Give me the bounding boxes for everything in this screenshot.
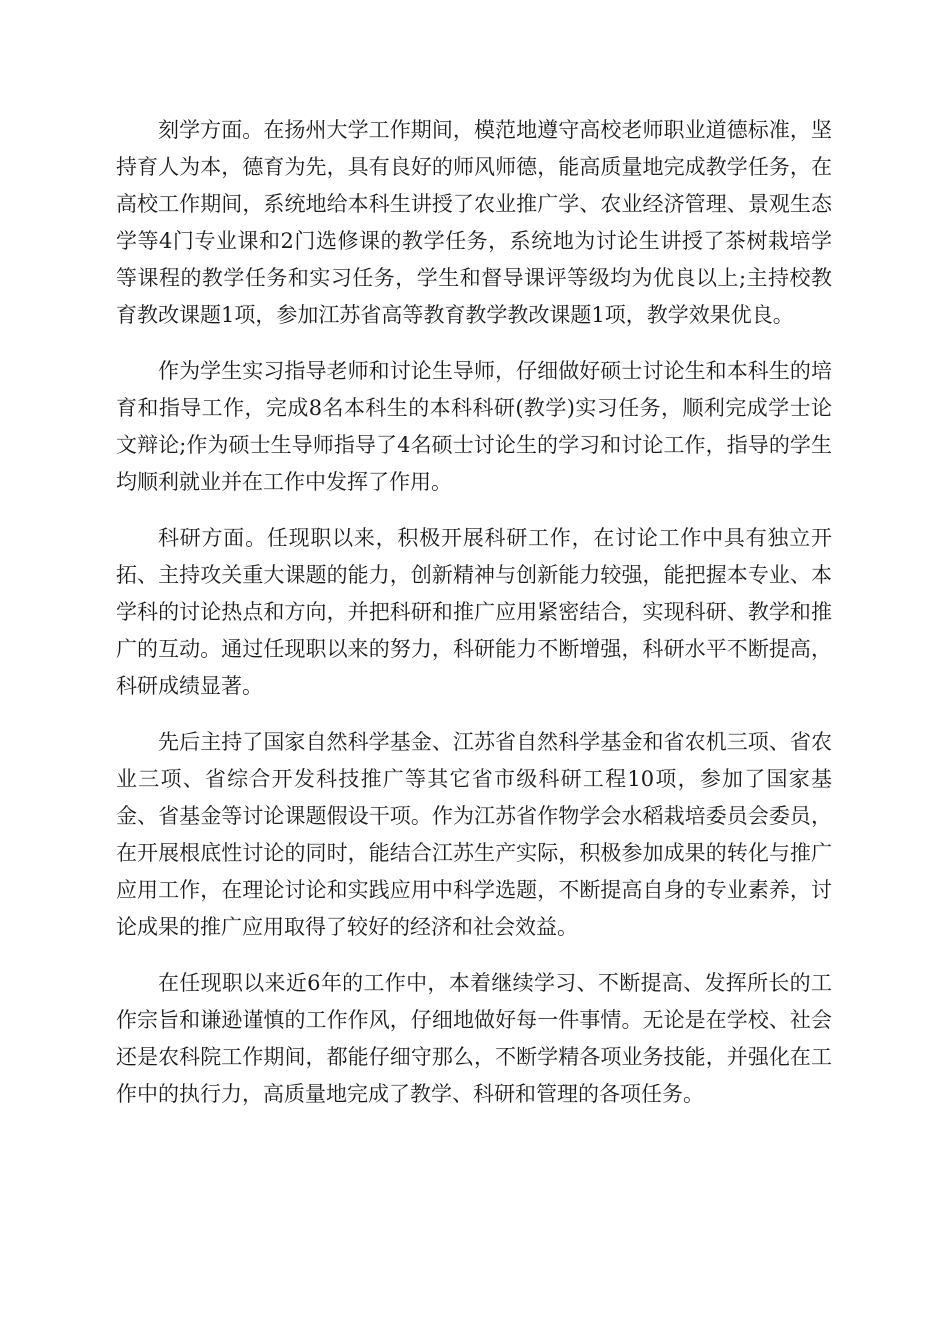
paragraph-supervision: 作为学生实习指导老师和讨论生导师，仔细做好硕士讨论生和本科生的培育和指导工作，完成8名本科生的本科科研(教学)实习任务，顺利完成学士论文辩论;作为硕士生导师指导了4名硕士讨论生的学习和讨论工作，指导的学生均顺利就业并在工作中发挥了作用。: [116, 359, 832, 494]
paragraph-projects: 先后主持了国家自然科学基金、江苏省自然科学基金和省农机三项、省农业三项、省综合开发科技推广等其它省市级科研工程10项，参加了国家基金、省基金等讨论课题假设干项。作为江苏省作物学会水稻栽培委员会委员，在开展根底性讨论的同时，能结合江苏生产实际，积极参加成果的转化与推广应用工作，在理论讨论和实践应用中科学选题，不断提高自身的专业素养，讨论成果的推广应用取得了较好的经济和社会效益。: [116, 730, 832, 939]
document-page: [116, 112, 832, 1132]
paragraph-summary: 在任现职以来近6年的工作中，本着继续学习、不断提高、发挥所长的工作宗旨和谦逊谨慎的工作作风，仔细地做好每一件事情。无论是在学校、社会还是农科院工作期间，都能仔细守那么，不断学精各项业务技能，并强化在工作中的执行力，高质量地完成了教学、科研和管理的各项任务。: [116, 971, 832, 1106]
paragraph-teaching: 刻学方面。在扬州大学工作期间，模范地遵守高校老师职业道德标准，坚持育人为本，德育为先，具有良好的师风师德，能高质量地完成教学任务，在高校工作期间，系统地给本科生讲授了农业推广学、农业经济管理、景观生态学等4门专业课和2门选修课的教学任务，系统地为讨论生讲授了茶树栽培学等课程的教学任务和实习任务，学生和督导课评等级均为优良以上;主持校教育教改课题1项，参加江苏省高等教育教学教改课题1项，教学效果优良。: [116, 118, 832, 327]
paragraph-research: 科研方面。任现职以来，积极开展科研工作，在讨论工作中具有独立开拓、主持攻关重大课题的能力，创新精神与创新能力较强，能把握本专业、本学科的讨论热点和方向，并把科研和推广应用紧密结合，实现科研、教学和推广的互动。通过任现职以来的努力，科研能力不断增强，科研水平不断提高，科研成绩显著。: [116, 526, 832, 698]
